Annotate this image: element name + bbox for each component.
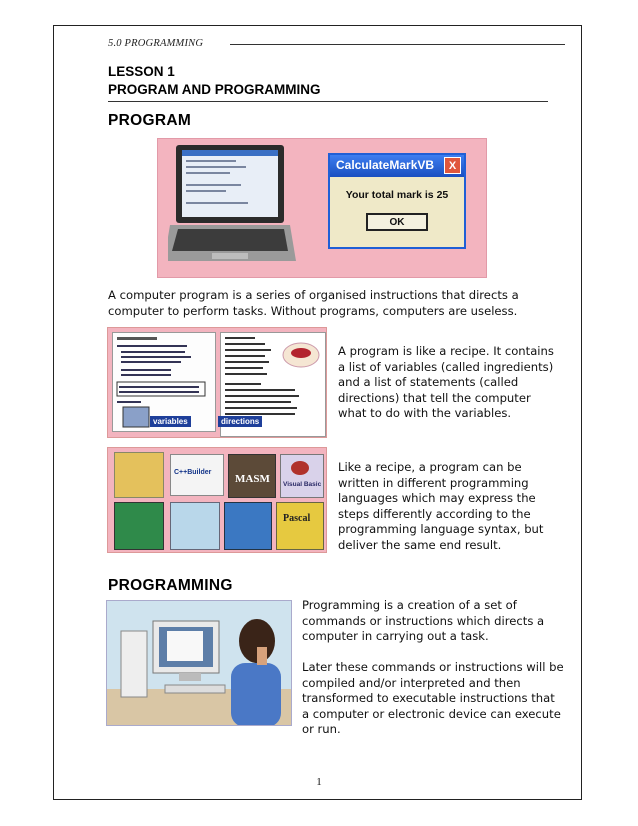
dialog-title: CalculateMarkVB bbox=[336, 158, 435, 172]
ok-button[interactable]: OK bbox=[366, 213, 428, 231]
dialog-message: Your total mark is 25 bbox=[345, 189, 449, 201]
laptop-image bbox=[168, 143, 298, 273]
vb-logo-icon bbox=[291, 461, 309, 475]
dialog-window bbox=[328, 153, 466, 249]
programming-heading: PROGRAMMING bbox=[108, 577, 233, 594]
programmer-scene bbox=[107, 601, 292, 726]
green-book-icon bbox=[114, 502, 164, 550]
close-icon[interactable]: X bbox=[444, 157, 461, 174]
program-intro: A computer program is a series of organised instructions that directs a computer to perform tasks. Without programs, computers are useless. bbox=[108, 288, 519, 318]
pascal-label: Pascal bbox=[283, 513, 311, 524]
cbuilder-box bbox=[170, 454, 224, 496]
recipe-text: A program is like a recipe. It contains a list of variables (called ingredients) and a list of statements (called directions) that tell the computer what to do with the variables. bbox=[338, 344, 554, 420]
lesson-name: PROGRAM AND PROGRAMMING bbox=[108, 82, 321, 97]
variables-label: variables bbox=[150, 416, 191, 427]
section-header: 5.0 PROGRAMMING bbox=[108, 38, 204, 49]
programming-para-2: Later these commands or instructions will be compiled and/or interpreted and then transformed to executable instructions that a computer or electronic device can execute or run. bbox=[302, 660, 564, 736]
cbuilder-label: C++Builder bbox=[174, 469, 212, 476]
book-icon bbox=[114, 452, 164, 498]
dialog-titlebar bbox=[330, 155, 464, 177]
programming-para-1: Programming is a creation of a set of commands or instructions which directs a computer in carrying out a task. bbox=[302, 598, 545, 643]
languages-text: Like a recipe, a program can be written in different programming languages which may express the steps differently according to the programming language syntax, but deliver the same end result. bbox=[338, 460, 544, 552]
program-illustration bbox=[157, 138, 487, 278]
header-rule bbox=[230, 44, 565, 45]
page-number: 1 bbox=[316, 776, 322, 788]
vb-label: Visual Basic bbox=[283, 481, 322, 488]
masm-label: MASM bbox=[235, 473, 270, 485]
languages-illustration bbox=[107, 447, 327, 553]
recipe-illustration bbox=[107, 327, 327, 438]
directions-label: directions bbox=[218, 416, 262, 427]
lesson-number: LESSON 1 bbox=[108, 64, 175, 79]
masm-box bbox=[228, 454, 276, 498]
blue-box-icon bbox=[170, 502, 220, 550]
win-box-icon bbox=[224, 502, 272, 550]
vb-box bbox=[280, 454, 324, 498]
lesson-rule bbox=[108, 101, 548, 102]
pascal-box bbox=[276, 502, 324, 550]
program-heading: PROGRAM bbox=[108, 112, 192, 129]
programmer-illustration bbox=[106, 600, 292, 726]
lesson-title bbox=[108, 63, 321, 99]
